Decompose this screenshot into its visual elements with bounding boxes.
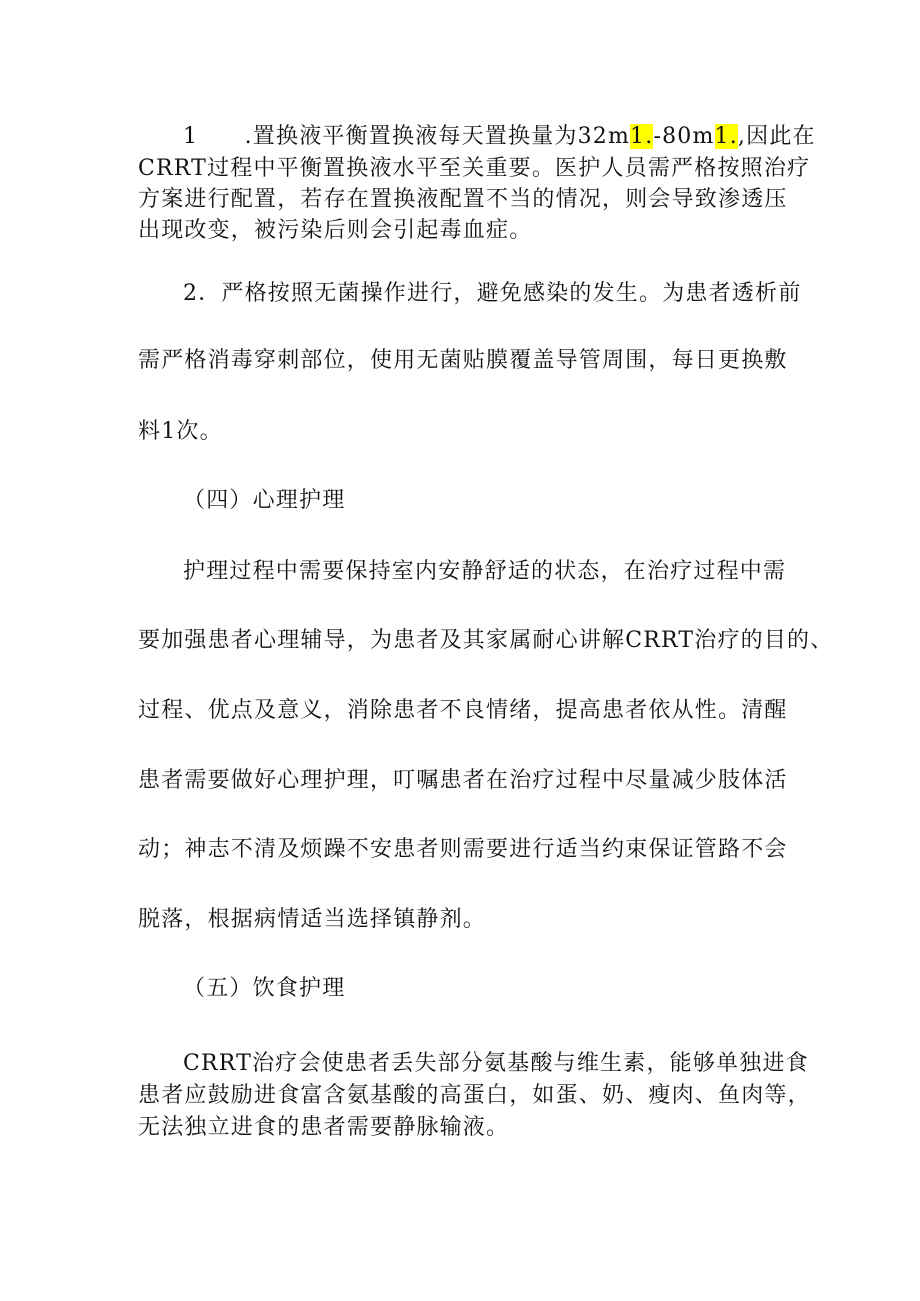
section-heading-4: （四）心理护理 [183,488,346,513]
para3-line3: 过程、优点及意义，消除患者不良情绪，提高患者依从性。清醒 [138,698,788,723]
para1-line1-text-end: ,因此在 [737,124,816,149]
section-heading-5: （五）饮食护理 [183,976,346,1001]
para4-line3: 无法独立进食的患者需要静脉输液。 [138,1115,510,1140]
para3-line4: 患者需要做好心理护理，叮嘱患者在治疗过程中尽量减少肢体活 [138,768,788,793]
para2-line2: 需严格消毒穿刺部位，使用无菌贴膜覆盖导管周围，每日更换敷 [138,348,788,373]
para1-line1-text-mid: -80m [653,124,715,149]
para2-line3: 料1次。 [138,419,223,444]
para2-line1: 2．严格按照无菌操作进行，避免感染的发生。为患者透析前 [183,281,802,306]
para3-line1: 护理过程中需要保持室内安静舒适的状态，在治疗过程中需 [183,559,787,584]
para3-line6: 脱落，根据病情适当选择镇静剂。 [138,907,487,932]
para1-line1 [183,124,816,150]
para3-line5: 动；神志不清及烦躁不安患者则需要进行适当约束保证管路不会 [138,837,788,862]
para1-line1-text: 1 .置换液平衡置换液每天置换量为32m [183,124,631,149]
para3-line2: 要加强患者心理辅导，为患者及其家属耐心讲解CRRT治疗的目的、 [138,628,834,653]
highlight-mark: 1. [714,124,738,149]
highlight-mark: 1. [630,124,654,149]
para1-line2: CRRT过程中平衡置换液水平至关重要。医护人员需严格按照治疗 [138,156,811,181]
para1-line4: 出现改变，被污染后则会引起毒血症。 [138,218,533,243]
para1-line3: 方案进行配置，若存在置换液配置不当的情况，则会导致渗透压 [138,187,788,212]
para4-line2: 患者应鼓励进食富含氨基酸的高蛋白，如蛋、奶、瘦肉、鱼肉等， [138,1083,811,1108]
para4-line1: CRRT治疗会使患者丢失部分氨基酸与维生素，能够单独进食 [183,1051,809,1076]
